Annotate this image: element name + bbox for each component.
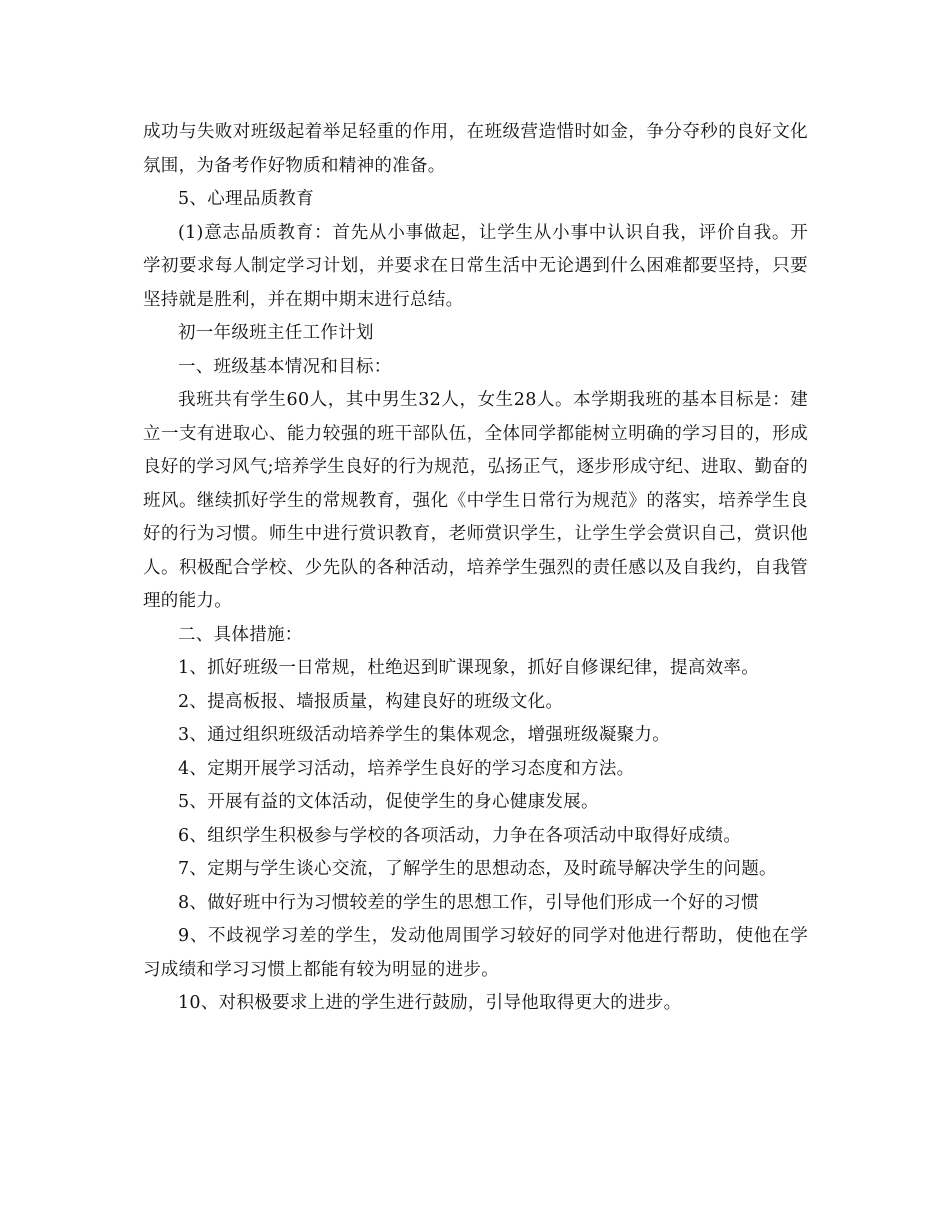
measure-item: 3、通过组织班级活动培养学生的集体观念，增强班级凝聚力。 — [178, 725, 671, 745]
measure-item: 4、定期开展学习活动，培养学生良好的学习态度和方法。 — [178, 758, 635, 779]
section-heading-measures: 二、具体措施： — [178, 624, 303, 645]
measure-item: 8、做好班中行为习惯较差的学生的思想工作，引导他们形成一个好的习惯 — [178, 892, 760, 913]
plan-title: 初一年级班主任工作计划 — [178, 323, 374, 343]
measure-item: 5、开展有益的文体活动，促使学生的身心健康发展。 — [178, 792, 599, 812]
paragraph-class-goals: 我班共有学生60人，其中男生32人，女生28人。本学期我班的基本目标是：建立一支有进取心、能力较强的班干部队伍，全体同学都能树立明确的学习目的，形成良好的学习风气;培养学生良好的行为规范，弘扬正气，逐步形成守纪、进取、勤奋的班风。继续抓好学生的常规教育，强化《中学生日常行为规范》的落实，培养学生良好的行为习惯。师生中进行赏识教育，老师赏识学生，让学生学会赏识自己，赏识他人。积极配合学校、少先队的各种活动，培养学生强烈的责任感以及自我约，自我管理的能力。 — [143, 390, 808, 611]
paragraph-willpower: (1)意志品质教育：首先从小事做起，让学生从小事中认识自我，评价自我。开学初要求每人制定学习计划，并要求在日常生活中无论遇到什么困难都要坚持，只要坚持就是胜利，并在期中期末进行总结。 — [143, 222, 808, 310]
document-body — [143, 116, 808, 1021]
measure-item: 7、定期与学生谈心交流，了解学生的思想动态，及时疏导解决学生的问题。 — [178, 859, 777, 879]
measure-item: 2、提高板报、墙报质量，构建良好的班级文化。 — [178, 691, 564, 712]
section-heading-basic-info: 一、班级基本情况和目标： — [178, 356, 392, 377]
paragraph-continuation: 成功与失败对班级起着举足轻重的作用，在班级营造惜时如金，争分夺秒的良好文化氛围，为备考作好物质和精神的准备。 — [143, 122, 808, 176]
measure-item: 9、不歧视学习差的学生，发动他周围学习较好的同学对他进行帮助，使他在学习成绩和学习习惯上都能有较为明显的进步。 — [143, 926, 808, 980]
section-heading-psychology: 5、心理品质教育 — [178, 189, 315, 209]
measure-item: 1、抓好班级一日常规，杜绝迟到旷课现象，抓好自修课纪律，提高效率。 — [178, 658, 760, 678]
measure-item: 6、组织学生积极参与学校的各项活动，力争在各项活动中取得好成绩。 — [178, 825, 742, 846]
measure-item: 10、对积极要求上进的学生进行鼓励，引导他取得更大的进步。 — [178, 993, 682, 1013]
